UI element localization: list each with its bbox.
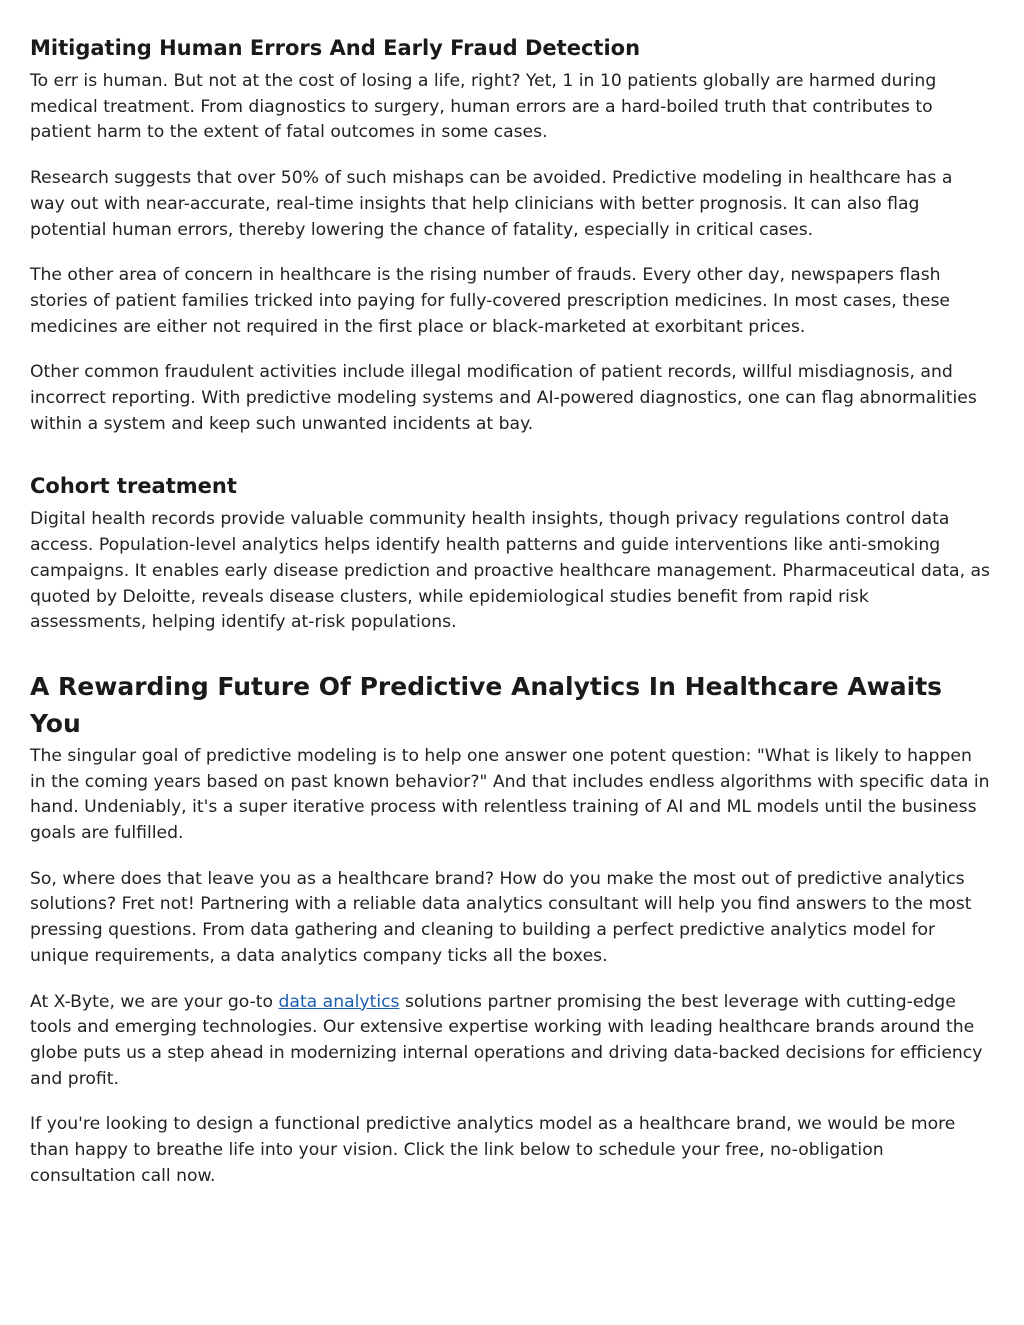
paragraph: Digital health records provide valuable community health insights, though privacy regulations control data access. Population-level analytics helps identify health patterns and guide interventions like anti-smoking campaigns. It enables early disease prediction and proactive healthcare management. Pharmaceutical data, as quoted by Deloitte, reveals disease clusters, while epidemiological studies benefit from rapid risk assessments, helping identify at-risk populations. — [30, 509, 990, 633]
xbyte-text-before: At X-Byte, we are your go-to — [30, 991, 279, 1012]
xbyte-text-after: solutions partner promising the best leverage with cutting-edge tools and emerging technologies. Our extensive expertise working with leading healthcare brands around the globe puts us a step ahead in modernizing internal operations and driving data-backed decisions for efficiency and profit. — [30, 991, 983, 1089]
paragraph: The other area of concern in healthcare is the rising number of frauds. Every other day, newspapers flash stories of patient families tricked into paying for fully-covered prescription medicines. In most cases, these medicines are either not required in the first place or black-marketed at exorbitant prices. — [30, 265, 950, 337]
section-heading-fraud: Mitigating Human Errors And Early Fraud Detection — [30, 36, 641, 60]
data-analytics-link[interactable]: data analytics — [278, 991, 400, 1012]
paragraph-closing: If you're looking to design a functional predictive analytics model as a healthcare brand, we would be more than happy to breathe life into your vision. Click the link below to schedule your free, no-obligation consultation call now. — [30, 1114, 956, 1186]
paragraph-xbyte — [30, 990, 990, 1093]
paragraph: To err is human. But not at the cost of losing a life, right? Yet, 1 in 10 patients globally are harmed during medical treatment. From diagnostics to surgery, human errors are a hard-boiled truth that contributes to patient harm to the extent of fatal outcomes in some cases. — [30, 71, 937, 143]
section-heading-future: A Rewarding Future Of Predictive Analytics In Healthcare Awaits You — [30, 671, 943, 738]
paragraph: So, where does that leave you as a healthcare brand? How do you make the most out of predictive analytics solutions? Fret not! Partnering with a reliable data analytics consultant will help you find answers to the most pressing questions. From data gathering and cleaning to building a perfect predictive analytics model for unique requirements, a data analytics company ticks all the boxes. — [30, 868, 972, 966]
section-heading-cohort: Cohort treatment — [30, 474, 237, 499]
paragraph: The singular goal of predictive modeling is to help one answer one potent question: "What is likely to happen in the coming years based on past known behavior?" And that includes endless algorithms with specific data in hand. Undeniably, it's a super iterative process with relentless training of AI and ML models until the business goals are fulfilled. — [30, 745, 990, 844]
paragraph: Other common fraudulent activities include illegal modification of patient records, willful misdiagnosis, and incorrect reporting. With predictive modeling systems and AI-powered diagnostics, one can flag abnormalities within a system and keep such unwanted incidents at bay. — [30, 362, 977, 434]
document-page — [30, 33, 990, 1210]
spacer — [30, 656, 990, 668]
spacer — [30, 457, 990, 471]
paragraph: Research suggests that over 50% of such mishaps can be avoided. Predictive modeling in healthcare has a way out with near-accurate, real-time insights that help clinicians with better prognosis. It can also flag potential human errors, thereby lowering the chance of fatality, especially in critical cases. — [30, 168, 953, 240]
